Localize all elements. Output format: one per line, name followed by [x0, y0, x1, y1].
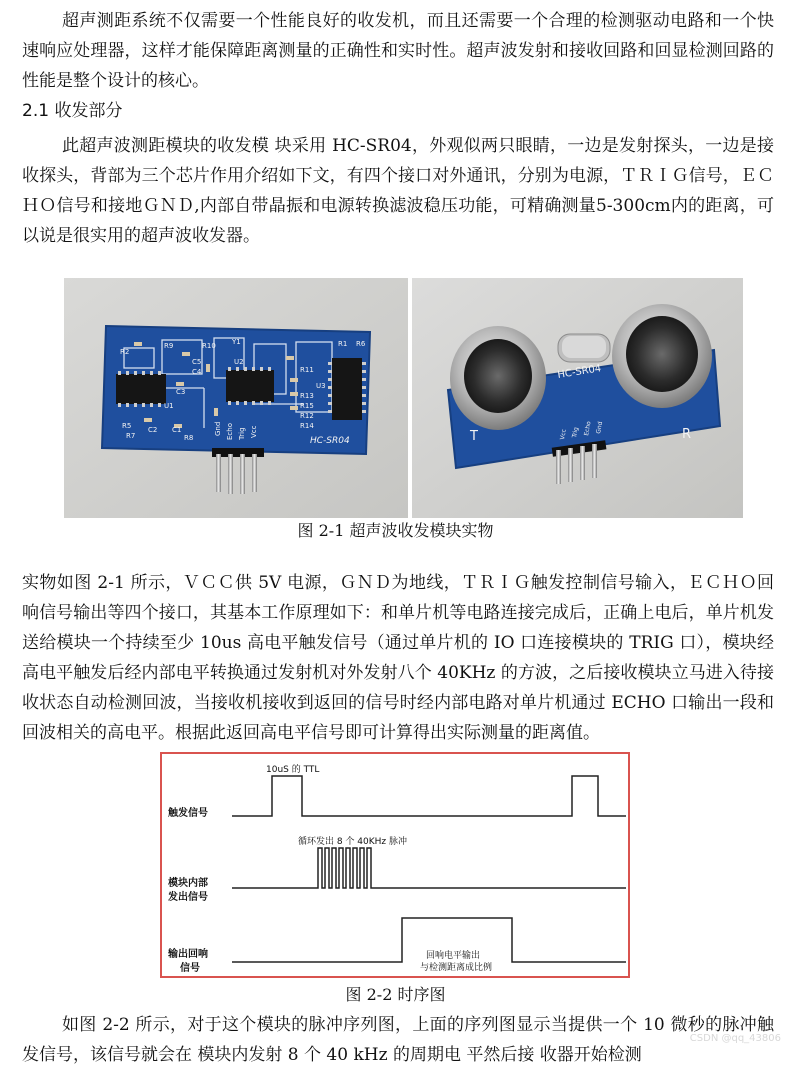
row-label-trigger: 触发信号 [168, 808, 208, 819]
pcb-label: U2 [234, 358, 244, 366]
timing-diagram [160, 752, 630, 978]
pcb-label: R13 [300, 392, 314, 400]
pcb-pin-label: Echo [226, 423, 234, 440]
watermark: CSDN @qq_43806 [689, 1033, 781, 1044]
pcb-model-label: HC-SR04 [310, 436, 350, 446]
row-label-internal-2: 发出信号 [168, 892, 208, 903]
row-label-internal-1: 模块内部 [168, 878, 208, 889]
pcb-label: R15 [300, 402, 314, 410]
pcb-label: R2 [120, 348, 130, 356]
figure-1-caption: 图 2-1 超声波收发模块实物 [297, 521, 494, 540]
pcb-label: Y1 [232, 338, 241, 346]
pcb-pin-label: Vcc [559, 428, 568, 441]
pcb-label: R14 [300, 422, 314, 430]
annotation-burst: 循环发出 8 个 40KHz 脉冲 [298, 837, 408, 847]
pcb-pin-label: Trig [571, 426, 580, 439]
annotation-ttl: 10uS 的 TTL [266, 765, 320, 775]
pcb-pin-label: Vcc [250, 425, 258, 438]
pcb-label: C4 [192, 368, 202, 376]
pcb-label: R8 [184, 434, 194, 442]
working-principle-paragraph: 实物如图 2-1 所示，ＶＣＣ供 5V 电源，ＧＮＤ为地线，ＴＲＩＧ触发控制信号输入，ＥＣＨＯ回响信号输出等四个接口，其基本工作原理如下：和单片机等电路连接完成后，正确上电后，单片机发送给模块一个持续至少 10us 高电平触发信号（通过单片机的 IO 口连接模块的 TRIG 口），模块经高电平触发后经内部电平转换通过发射机对外发射八个 40KHz 的方波，之后接收模块立马进入待接收状态自动检测回波，当接收机接收到返回的信号时经内部电路对单片机通过 ECHO 口输出一段和回波相关的高电平。根据此返回高电平信号即可计算得出实际测量的距离值。 [22, 573, 774, 743]
pcb-label: R1 [338, 340, 348, 348]
pcb-label: R5 [122, 422, 132, 430]
pcb-model-label: HC-SR04 [556, 363, 603, 381]
pcb-label: C5 [192, 358, 202, 366]
row-label-output-2: 信号 [180, 963, 200, 974]
pcb-pin-label: Gnd [214, 421, 222, 436]
pcb-label: C3 [176, 388, 186, 396]
section-paragraph: 此超声波测距模块的收发模 块采用 HC-SR04，外观似两只眼睛，一边是发射探头，一边是接收探头，背部为三个芯片作用介绍如下文，有四个接口对外通讯，分别为电源，ＴＲＩＧ信号，ＥＣＨＯ信号和接地ＧＮＤ,内部自带晶振和电源转换滤波稳压功能，可精确测量5-300cm内的距离，可以说是很实用的超声波收发器。 [22, 136, 774, 246]
pcb-label: R7 [126, 432, 136, 440]
pcb-label: C2 [148, 426, 158, 434]
annotation-echo-1: 回响电平输出 [426, 951, 481, 961]
pcb-pin-label: Gnd [595, 421, 605, 435]
section-heading: 2.1 收发部分 [22, 101, 123, 121]
intro-paragraph: 超声测距系统不仅需要一个性能良好的收发机，而且还需要一个合理的检测驱动电路和一个快速响应处理器，这样才能保障距离测量的正确性和实时性。超声波发射和接收回路和回显检测回路的性能是整个设计的核心。 [22, 11, 774, 91]
pcb-pin-label: Trig [238, 427, 246, 440]
pcb-label: R10 [202, 342, 216, 350]
module-front-photo [412, 278, 743, 518]
figure-2-caption: 图 2-2 时序图 [345, 985, 446, 1004]
module-back-photo [64, 278, 408, 518]
pcb-pin-label: Echo [583, 420, 593, 437]
pcb-label: C1 [172, 426, 182, 434]
annotation-echo-2: 与检测距离成比例 [420, 963, 493, 973]
pcb-t-marker: T [470, 429, 478, 444]
pcb-label: R12 [300, 412, 314, 420]
sequence-paragraph: 如图 2-2 所示，对于这个模块的脉冲序列图，上面的序列图显示当提供一个 10 微秒的脉冲触发信号，该信号就会在 模块内发射 8 个 40 kHz 的周期电 平然后接 收器开始检测 [22, 1015, 774, 1065]
row-label-output-1: 输出回响 [168, 949, 208, 960]
pcb-label: R9 [164, 342, 174, 350]
pcb-label: R11 [300, 366, 314, 374]
pcb-r-marker: R [682, 427, 692, 442]
pcb-label: R6 [356, 340, 366, 348]
pcb-label: U3 [316, 382, 326, 390]
pcb-label: U1 [164, 402, 174, 410]
